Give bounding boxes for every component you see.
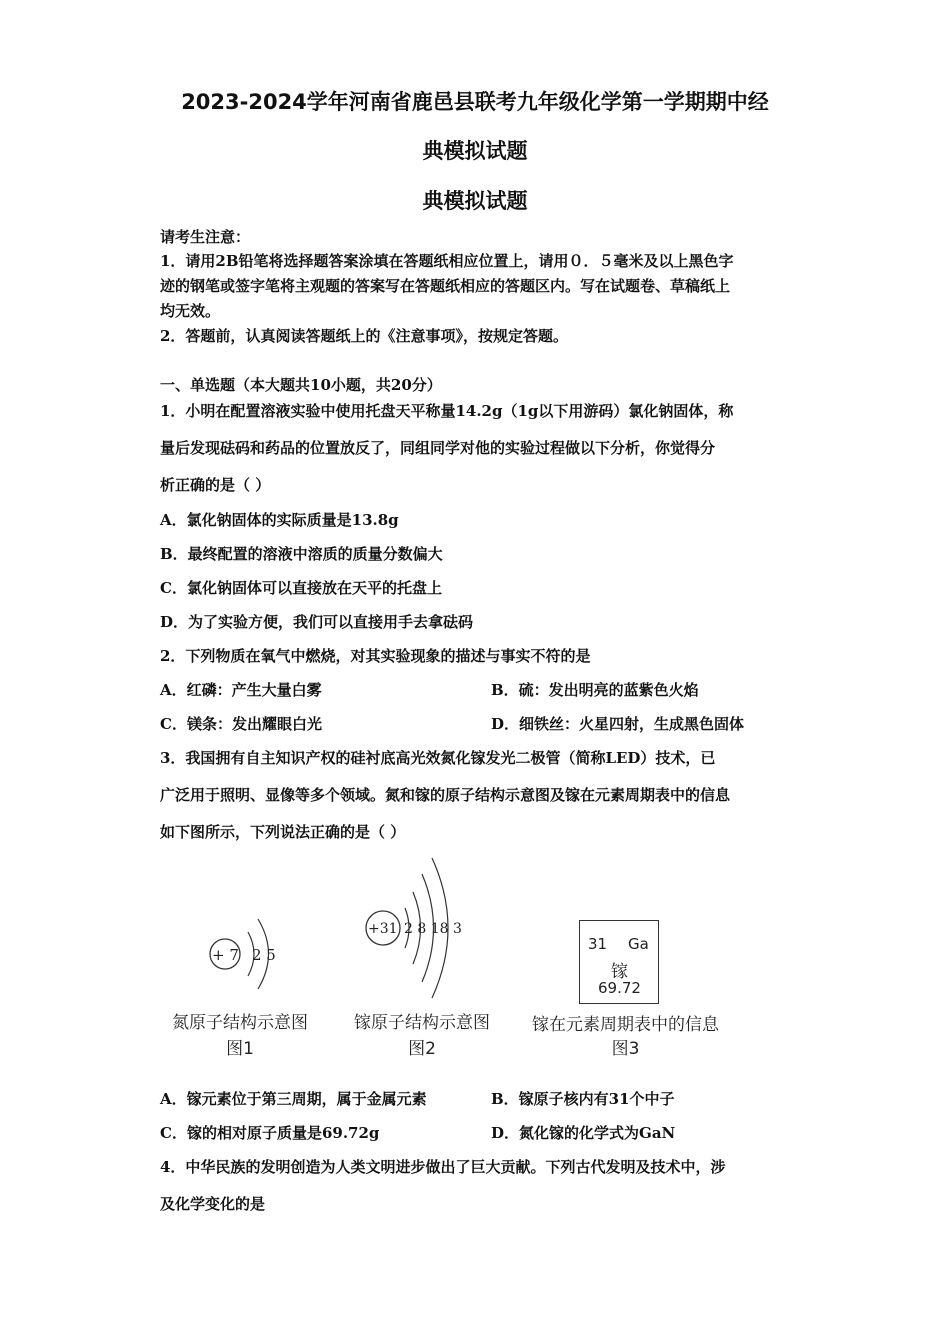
q3-option-c: C．镓的相对原子质量是69.72g: [160, 1124, 380, 1142]
figure-2-caption: 镓原子结构示意图: [354, 1013, 490, 1033]
notice-item2: 2．答题前，认真阅读答题纸上的《注意事项》，按规定答题。: [160, 327, 568, 345]
figure-2-label: 图2: [408, 1039, 436, 1059]
q2-option-a: A．红磷：产生大量白雾: [160, 681, 322, 699]
q2-option-d: D．细铁丝：火星四射，生成黑色固体: [491, 715, 745, 733]
q2-option-b: B．硫：发出明亮的蓝紫色火焰: [491, 681, 699, 699]
q1-option-b: B．最终配置的溶液中溶质的质量分数偏大: [160, 545, 443, 563]
notice-heading: 请考生注意：: [160, 228, 251, 246]
nitrogen-atom-diagram: [200, 905, 290, 1005]
figure-3-label: 图3: [611, 1039, 640, 1059]
q3-option-b: B．镓原子核内有31个中子: [491, 1090, 675, 1108]
figure-1-label: 图1: [226, 1039, 254, 1059]
q3-option-a: A．镓元素位于第三周期，属于金属元素: [160, 1090, 427, 1108]
title-line-1: 2023-2024学年河南省鹿邑县联考九年级化学第一学期期中经: [181, 90, 769, 114]
title-line-3: 典模拟试题: [422, 189, 528, 213]
nitrogen-nucleus-label: + 7: [212, 946, 239, 964]
section-heading: 一、单选题（本大题共10小题，共20分）: [160, 376, 442, 394]
q1-stem-line2: 量后发现砝码和药品的位置放反了，同组同学对他的实验过程做以下分析，你觉得分: [160, 439, 716, 457]
gallium-atomic-number: 31: [588, 935, 608, 953]
nitrogen-shell-counts: 2 5: [252, 946, 276, 964]
gallium-atom-diagram: [355, 852, 485, 1002]
q3-option-d: D．氮化镓的化学式为GaN: [491, 1124, 676, 1142]
figure-3-caption: 镓在元素周期表中的信息: [532, 1015, 719, 1035]
q3-stem-line3: 如下图所示，下列说法正确的是（ ）: [160, 823, 406, 841]
gallium-name: 镓: [611, 962, 628, 982]
q2-option-c: C．镁条：发出耀眼白光: [160, 715, 322, 733]
gallium-nucleus-label: +31: [368, 921, 398, 937]
q1-option-d: D．为了实验方便，我们可以直接用手去拿砝码: [160, 613, 474, 631]
q3-stem-line1: 3．我国拥有自主知识产权的硅衬底高光效氮化镓发光二极管（简称LED）技术，已: [160, 749, 716, 767]
q1-option-c: C．氯化钠固体可以直接放在天平的托盘上: [160, 579, 442, 597]
title-line-2: 典模拟试题: [422, 139, 528, 163]
q3-stem-line2: 广泛用于照明、显像等多个领域。氮和镓的原子结构示意图及镓在元素周期表中的信息: [160, 786, 731, 804]
gallium-periodic-cell: [579, 920, 659, 1004]
gallium-symbol: Ga: [628, 935, 649, 953]
figure-1-caption: 氮原子结构示意图: [172, 1013, 308, 1033]
gallium-atomic-mass: 69.72: [598, 979, 641, 997]
q2-stem: 2．下列物质在氧气中燃烧，对其实验现象的描述与事实不符的是: [160, 647, 591, 665]
q4-stem-line1: 4．中华民族的发明创造为人类文明进步做出了巨大贡献。下列古代发明及技术中，涉: [160, 1158, 726, 1176]
q4-stem-line2: 及化学变化的是: [160, 1195, 266, 1213]
notice-item1-line2: 迹的钢笔或签字笔将主观题的答案写在答题纸相应的答题区内。写在试题卷、草稿纸上: [160, 277, 731, 295]
q1-stem-line1: 1．小明在配置溶液实验中使用托盘天平称量14.2g（1g以下用游码）氯化钠固体，称: [160, 402, 734, 420]
notice-item1-line3: 均无效。: [160, 302, 221, 320]
notice-item1-line1: 1．请用2B铅笔将选择题答案涂填在答题纸相应位置上，请用０．５毫米及以上黑色字: [160, 252, 734, 270]
gallium-shell-counts: 2 8 18 3: [404, 921, 462, 937]
q1-option-a: A．氯化钠固体的实际质量是13.8g: [160, 511, 399, 529]
q1-stem-line3: 析正确的是（ ）: [160, 476, 271, 494]
